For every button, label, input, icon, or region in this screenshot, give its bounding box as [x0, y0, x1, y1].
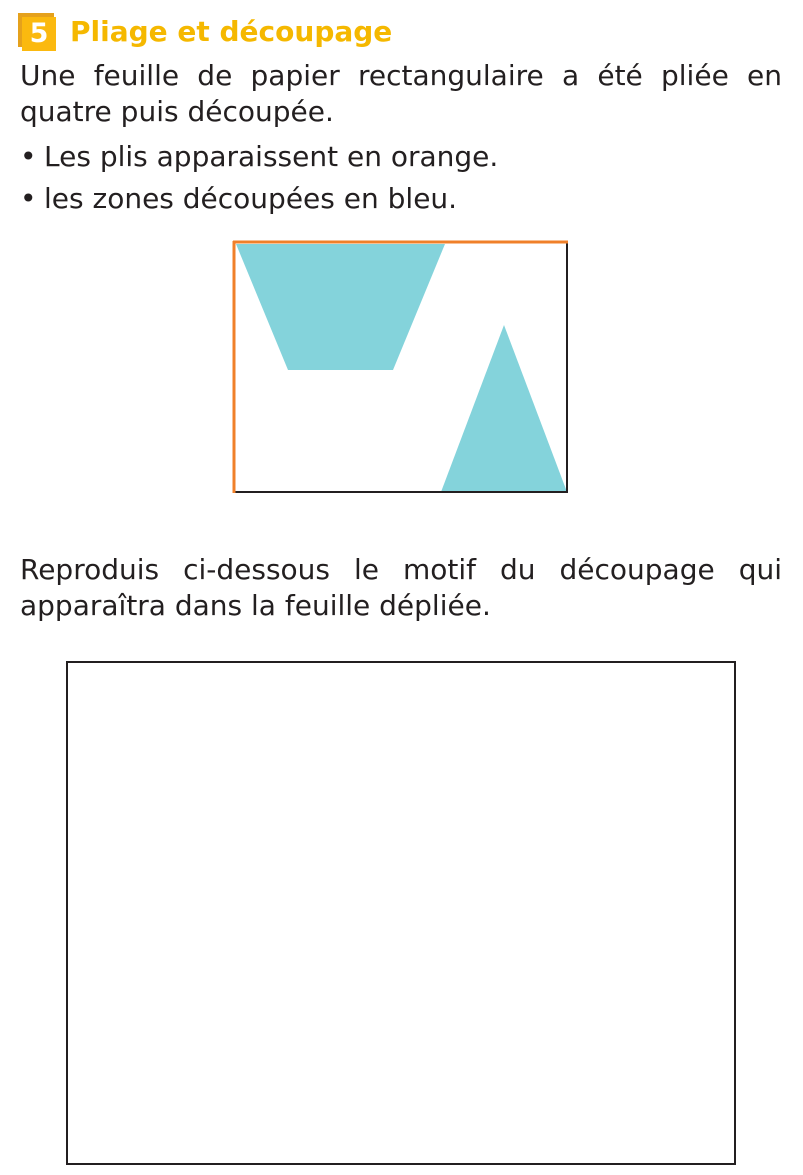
bullet-marker: •	[20, 182, 37, 215]
instruction-text: Reproduis ci-dessous le motif du découpage qui apparaîtra dans la feuille dépliée.	[20, 553, 782, 622]
exercise-number: 5	[22, 17, 56, 51]
exercise-number-badge	[18, 13, 58, 51]
exercise-header	[18, 12, 392, 52]
answer-drawing-box[interactable]	[66, 661, 736, 1165]
legend-item-cuts	[20, 178, 498, 220]
bullet-marker: •	[20, 140, 37, 173]
exercise-title: Pliage et découpage	[70, 15, 393, 48]
legend-item-folds	[20, 136, 498, 178]
legend-list	[20, 136, 498, 220]
legend-text-folds: Les plis apparaissent en orange.	[44, 140, 499, 173]
intro-text: Une feuille de papier rectangulaire a été pliée en quatre puis découpée.	[20, 59, 782, 128]
folded-paper-figure	[226, 234, 576, 502]
legend-text-cuts: les zones découpées en bleu.	[44, 182, 458, 215]
